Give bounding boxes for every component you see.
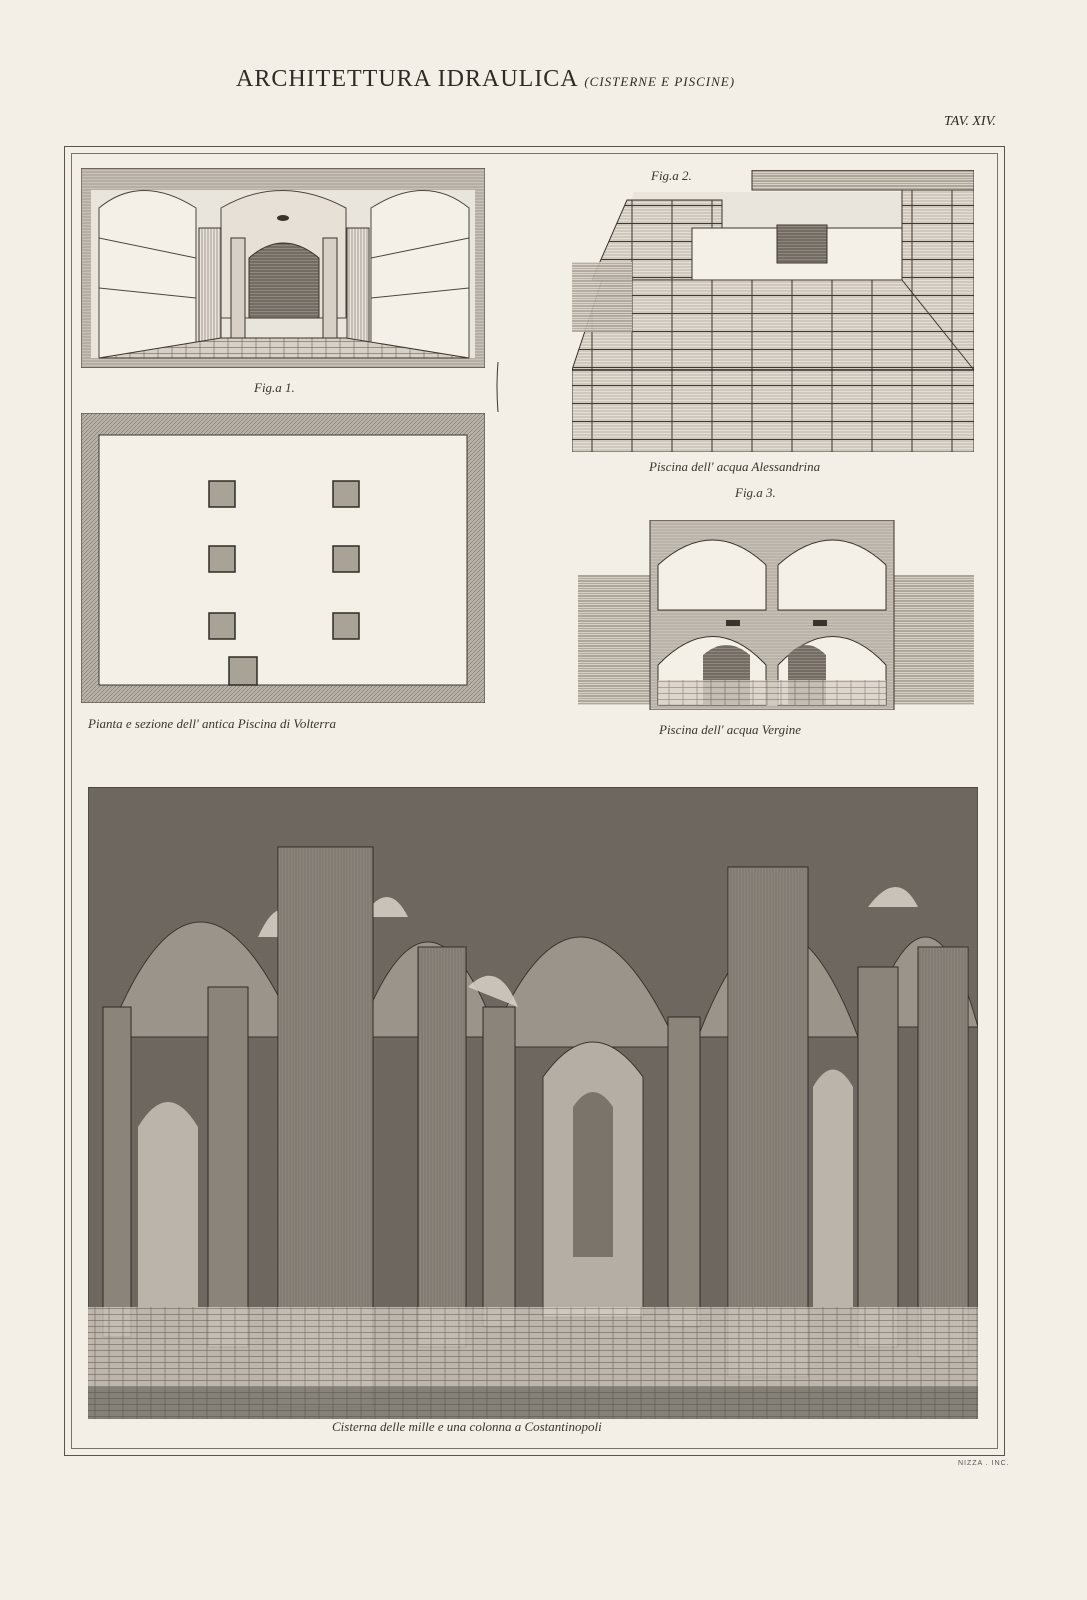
fig1-plan-engraving [81,413,485,703]
fig2-engraving [572,170,974,452]
plate-title-subtitle: (CISTERNE E PISCINE) [584,74,736,89]
fig3-caption: Piscina dell' acqua Vergine [659,722,802,737]
fig3-engraving [578,520,974,710]
fig3-label: Fig.a 3. [735,485,776,500]
fig2-label: Fig.a 2. [651,168,692,183]
fig1-caption: Pianta e sezione dell' antica Piscina di Volterra [88,716,336,731]
fold-mark [496,362,500,412]
plate-title-main: ARCHITETTURA IDRAULICA [236,66,578,92]
fig1-section-engraving [81,168,485,368]
cistern-caption: Cisterna delle mille e una colonna a Costantinopoli [332,1419,602,1434]
plate-title [236,66,735,93]
cistern-engraving [88,787,978,1419]
engraver-signature: NIZZA . INC. [958,1460,1010,1467]
fig1-label: Fig.a 1. [254,380,295,395]
plate-number: TAV. XIV. [944,114,996,129]
fig2-caption: Piscina dell' acqua Alessandrina [649,459,821,474]
